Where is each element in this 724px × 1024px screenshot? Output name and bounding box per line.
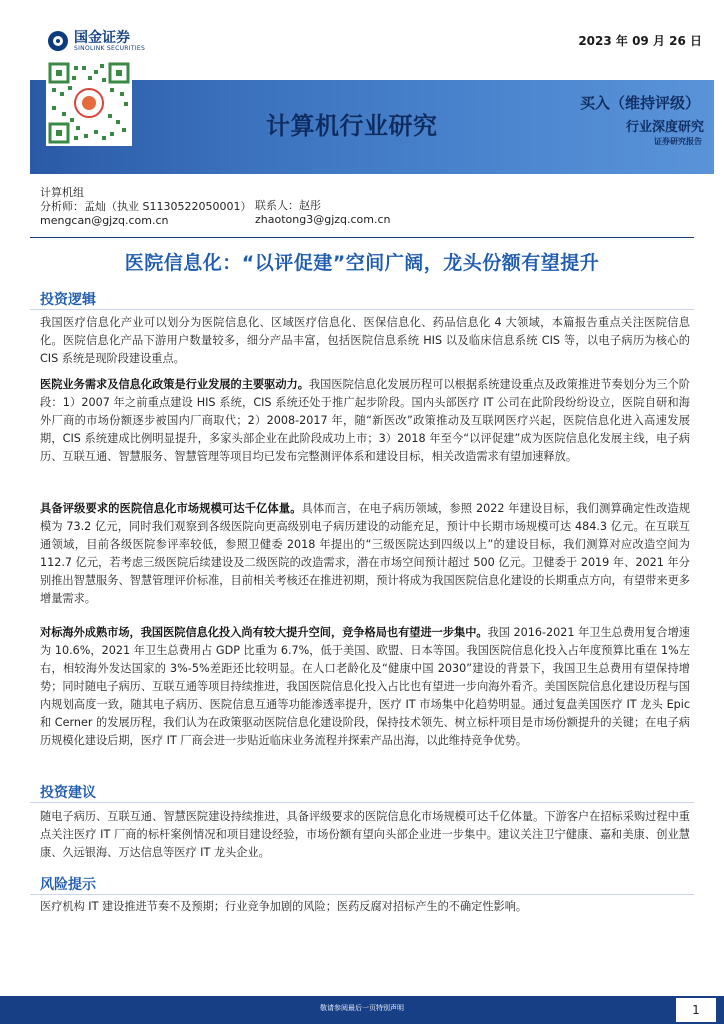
analyst-email[interactable]: mengcan@gjzq.com.cn [40,214,169,227]
section-divider [30,894,694,895]
logic-paragraph-1: 我国医疗信息化产业可以划分为医院信息化、区域医疗信息化、医保信息化、药品信息化 4 大领域，本篇报告重点关注医院信息化。医院信息化产品下游用户数量较多，细分产品丰富，包括医院信息系统 HIS 以及临床信息系统 CIS 等，以电子病历为核心的 CIS 系统是现阶段建设重点。 [40,316,690,365]
report-date: 2023 年 09 月 26 日 [578,34,702,48]
analyst-block [40,186,251,228]
report-headline: 医院信息化：“以评促建”空间广阔，龙头份额有望提升 [124,252,600,274]
logo-mark-icon [48,31,68,51]
logic-paragraph-3-lead: 具备评级要求的医院信息化市场规模可达千亿体量。 [40,502,302,515]
page-number: 1 [676,998,716,1022]
divider [30,237,694,238]
risk-paragraph: 医疗机构 IT 建设推进节奏不及预期；行业竞争加剧的风险；医药反腐对招标产生的不确定性影响。 [40,900,528,913]
rating-badge: 买入（维持评级） [579,94,700,112]
section-title-advice: 投资建议 [40,785,96,801]
report-tag: 证券研究报告 [654,137,702,146]
logic-paragraph-4-body: 我国 2016-2021 年卫生总费用复合增速为 10.6%，2021 年卫生总费用占 GDP 比重为 6.7%，低于美国、欧盟、日本等国。我国医院信息化投入占年度预算比重在 1%左右，相较海外发达国家的 3%-5%差距还比较明显。在人口老龄化及“健康中国 2030”建设的背景下，我国卫生总费用有望保持增势；同时随电子病历、互联互通等项目持续推进，我国医院信息化投入占比也有望进一步向海外看齐。美国医院信息化建设历程与国内规划高度一致，随其电子病历、医院信息互通等功能渗透率提升，医疗 IT 市场集中化趋势明显。通过复盘美国医疗 IT 龙头 Epic 和 Cerner 的发展历程，我们认为在政策驱动医院信息化建设阶段，保持技术领先、树立标杆项目是市场份额提升的关键；在电子病历规模化建设后期，医疗 IT 厂商会进一步贴近临床业务流程并探索产品出海，以此维持竞争优势。 [40,626,690,747]
section-divider [30,309,694,310]
analyst-name: 分析师：孟灿（执业 S1130522050001） [40,200,252,213]
logic-paragraph-3 [40,500,690,608]
logo-name-en: SINOLINK SECURITIES [74,45,146,52]
logic-paragraph-3-body: 具体而言，在电子病历领域，参照 2022 年建设目标，我们测算确定性改造规模为 73.2 亿元，同时我们观察到各级医院向更高级别电子病历建设的动能充足，预计中长期市场规模可达 484.3 亿元。在互联互通领域，目前各级医院参评率较低，参照卫健委 2018 年提出的“三级医院达到四级以上”的建设目标，我们测算对应改造空间为 112.7 亿元，若考虑三级医院后续建设及二级医院的改造需求，潜在市场空间预计超过 500 亿元。卫健委于 2019 年、2021 年分别推出智慧服务、智慧管理评价标准，目前相关考核还在推进初期，预计将成为我国医院信息化建设的长期重点方向，有望带来更多增量需求。 [40,502,690,605]
contact-name: 联系人：赵彤 [255,199,321,212]
company-logo [48,28,188,54]
footer-disclaimer[interactable]: 敬请参阅最后一页特别声明 [320,1004,404,1012]
report-type: 行业深度研究 [625,120,704,135]
qr-code-icon [48,62,130,144]
logo-name-cn: 国金证券 [74,29,130,45]
logic-paragraph-4-lead: 对标海外成熟市场，我国医院信息化投入尚有较大提升空间，竞争格局也有望进一步集中。 [40,626,488,639]
report-header [30,26,714,174]
section-title-risk: 风险提示 [40,877,96,893]
section-title-logic: 投资逻辑 [40,292,96,308]
logic-paragraph-2-body: 我国医院信息化发展历程可以根据系统建设重点及政策推进节奏划分为三个阶段：1）2007 年之前重点建设 HIS 系统，CIS 系统还处于推广起步阶段。国内头部医疗 IT 公司在此阶段纷纷设立，医院自研和海外厂商的市场份额逐步被国内厂商取代；2）2008-2017 年，随“新医改”政策推动及互联网医疗兴起，医院信息化进入高速发展期，CIS 系统建成比例明显提升，多家头部企业在此阶段成功上市；3）2018 年至今“以评促建”成为医院信息化发展主线，电子病历、互联互通、智慧服务、智慧管理等项目均已发布完整测评体系和建设目标，相关改造需求有望加速释放。 [40,378,690,463]
contact-block [255,199,391,227]
advice-paragraph: 随电子病历、互联互通、智慧医院建设持续推进，具备评级要求的医院信息化市场规模可达千亿体量。下游客户在招标采购过程中重点关注医疗 IT 厂商的标杆案例情况和项目建设经验，市场份额有望向头部企业进一步集中。建议关注卫宁健康、嘉和美康、创业慧康、久远银海、万达信息等医疗 IT 龙头企业。 [40,810,690,859]
logic-paragraph-2 [40,376,690,466]
logic-paragraph-2-lead: 医院业务需求及信息化政策是行业发展的主要驱动力。 [40,378,309,391]
analyst-group: 计算机组 [40,186,84,199]
page-title: 计算机行业研究 [266,113,438,140]
logic-paragraph-4 [40,624,690,750]
section-divider [30,802,694,803]
contact-email[interactable]: zhaotong3@gjzq.com.cn [255,213,391,226]
